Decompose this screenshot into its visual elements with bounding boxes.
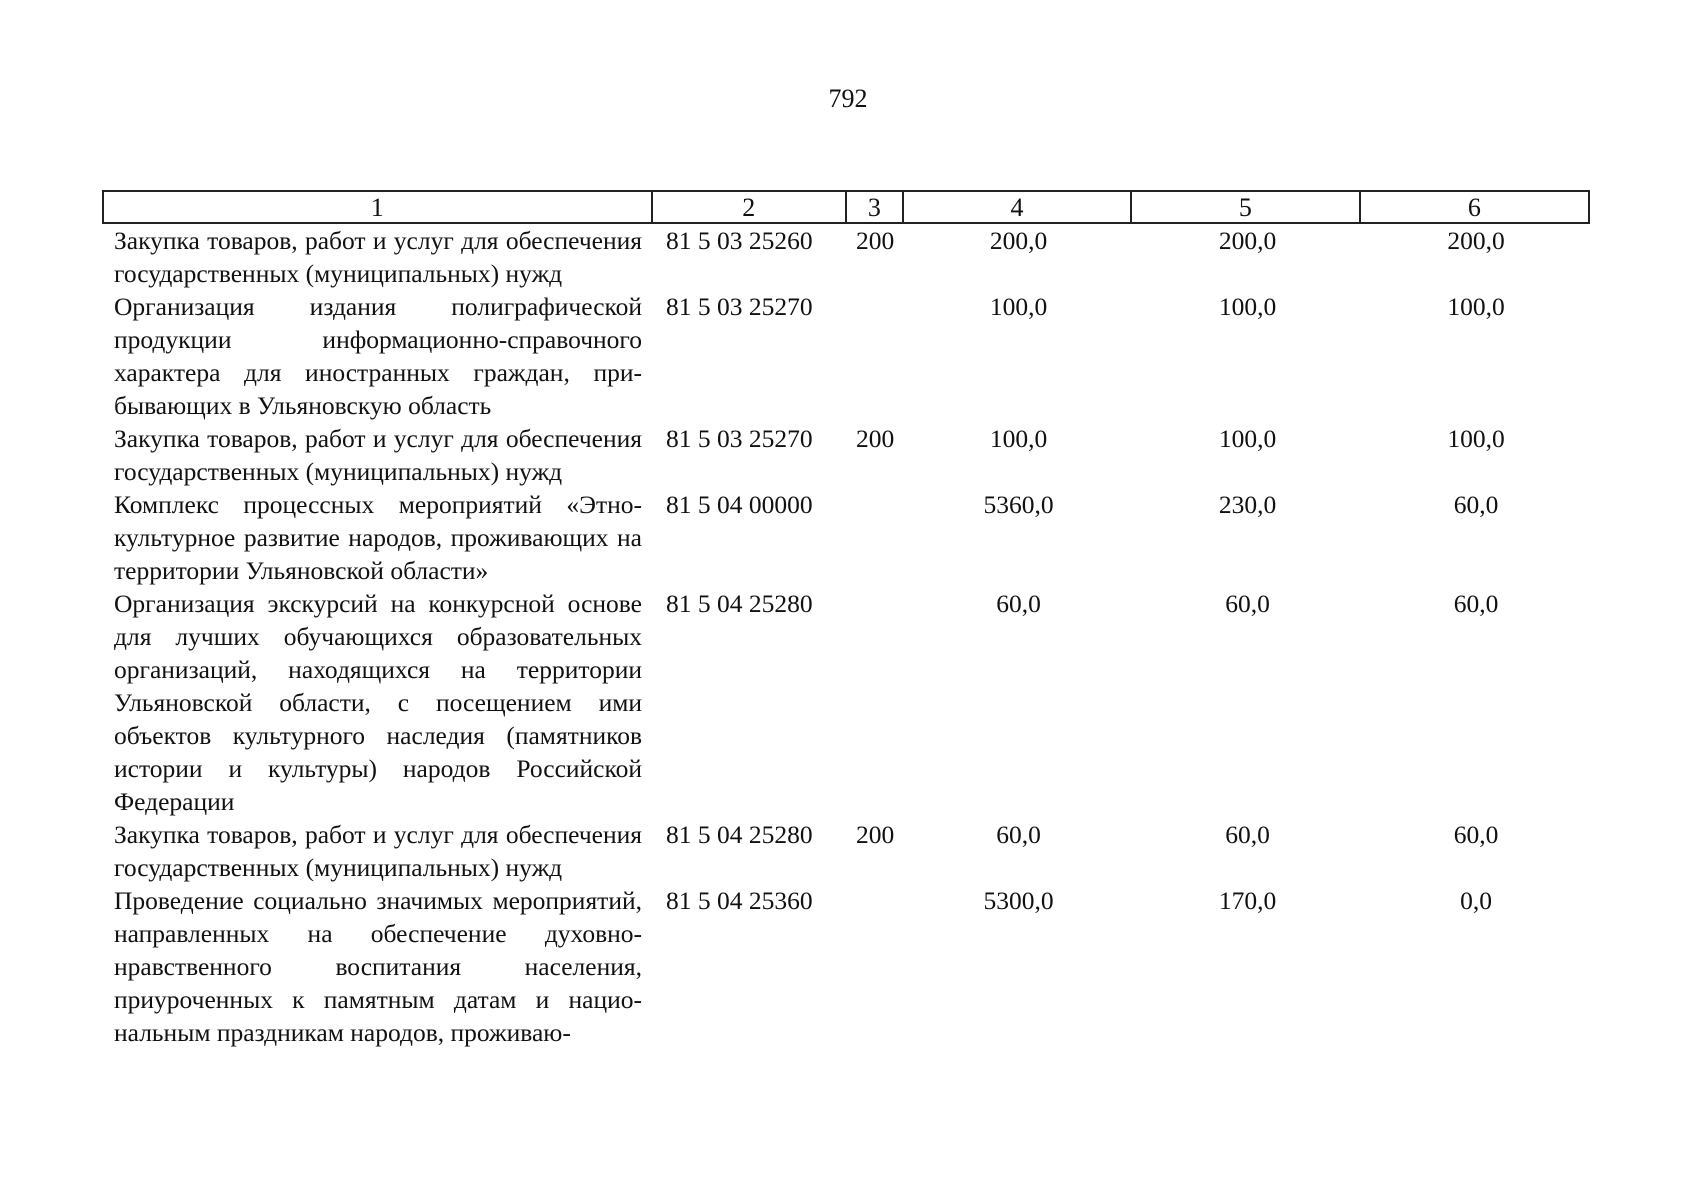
row-value-2: 100,0 [1218, 292, 1277, 321]
page-number: 792 [828, 84, 868, 113]
row-name: Закупка товаров, работ и услуг для обеспечения государственных (муниципальных) нужд [114, 424, 642, 486]
row-code: 81 5 04 25280 [666, 589, 813, 618]
row-value-3: 100,0 [1447, 424, 1505, 453]
row-value-3: 0,0 [1460, 886, 1492, 915]
row-value-1: 60,0 [996, 589, 1041, 618]
row-value-2: 200,0 [1218, 226, 1277, 255]
header-col-1: 1 [104, 192, 653, 222]
row-value-2: 100,0 [1218, 424, 1277, 453]
row-expense-type: 200 [856, 424, 895, 453]
header-col-2: 2 [653, 192, 847, 222]
row-expense-type [847, 290, 904, 422]
row-value-1: 100,0 [989, 292, 1048, 321]
table-row [102, 818, 1590, 884]
row-value-1: 100,0 [989, 424, 1048, 453]
row-value-3: 200,0 [1447, 226, 1505, 255]
row-value-1: 5360,0 [983, 490, 1054, 519]
row-name: Комплекс процессных мероприятий «Этнокультурное развитие народов, проживающих на территории Ульяновской области» [114, 490, 642, 585]
row-code: 81 5 04 25280 [666, 820, 813, 849]
row-code: 81 5 03 25270 [666, 292, 813, 321]
row-name: Организация издания полиграфической продукции информационно-справочного характера для иностранных граждан, прибывающих в Ульяновскую область [114, 292, 642, 420]
table-row [102, 224, 1590, 290]
row-name: Закупка товаров, работ и услуг для обеспечения государственных (муниципальных) нужд [114, 226, 642, 288]
header-col-5: 5 [1132, 192, 1360, 222]
header-col-4: 4 [904, 192, 1132, 222]
row-value-2: 230,0 [1218, 490, 1277, 519]
table-row [102, 488, 1590, 587]
row-name: Организация экскурсий на конкурсной основе для лучших обучающихся образовательных организаций, находящихся на территории Ульяновской области, с посещением ими объектов культурного наследия (памятников истории и культуры) народов Российской Федерации [114, 589, 642, 816]
row-value-1: 60,0 [996, 820, 1041, 849]
row-value-3: 60,0 [1453, 820, 1499, 849]
row-value-2: 170,0 [1218, 886, 1277, 915]
row-expense-type [847, 587, 904, 818]
header-col-6: 6 [1467, 193, 1481, 222]
row-code: 81 5 04 00000 [666, 490, 813, 519]
row-value-3: 60,0 [1453, 490, 1499, 519]
row-expense-type [847, 488, 904, 587]
row-expense-type [847, 884, 904, 1049]
table-header [102, 190, 1590, 224]
row-expense-type: 200 [856, 820, 895, 849]
row-value-3: 100,0 [1447, 292, 1505, 321]
row-code: 81 5 03 25270 [666, 424, 813, 453]
row-expense-type: 200 [856, 226, 895, 255]
table-row [102, 587, 1590, 818]
table-row [102, 884, 1590, 1049]
row-name: Закупка товаров, работ и услуг для обеспечения государственных (муниципальных) нужд [114, 820, 642, 882]
row-code: 81 5 04 25360 [666, 886, 813, 915]
row-name: Проведение социально значимых мероприятий, направленных на обеспечение духовно-нравственного воспитания населения, приуроченных к памятным датам и национальным праздникам народов, проживаю- [114, 886, 642, 1047]
row-value-2: 60,0 [1225, 589, 1270, 618]
row-value-3: 60,0 [1453, 589, 1499, 618]
table-row [102, 290, 1590, 422]
table-body [102, 224, 1590, 1049]
row-value-1: 200,0 [989, 226, 1048, 255]
row-value-2: 60,0 [1225, 820, 1270, 849]
header-col-3: 3 [847, 192, 904, 222]
row-code: 81 5 03 25260 [666, 226, 813, 255]
row-value-1: 5300,0 [983, 886, 1054, 915]
table-row [102, 422, 1590, 488]
